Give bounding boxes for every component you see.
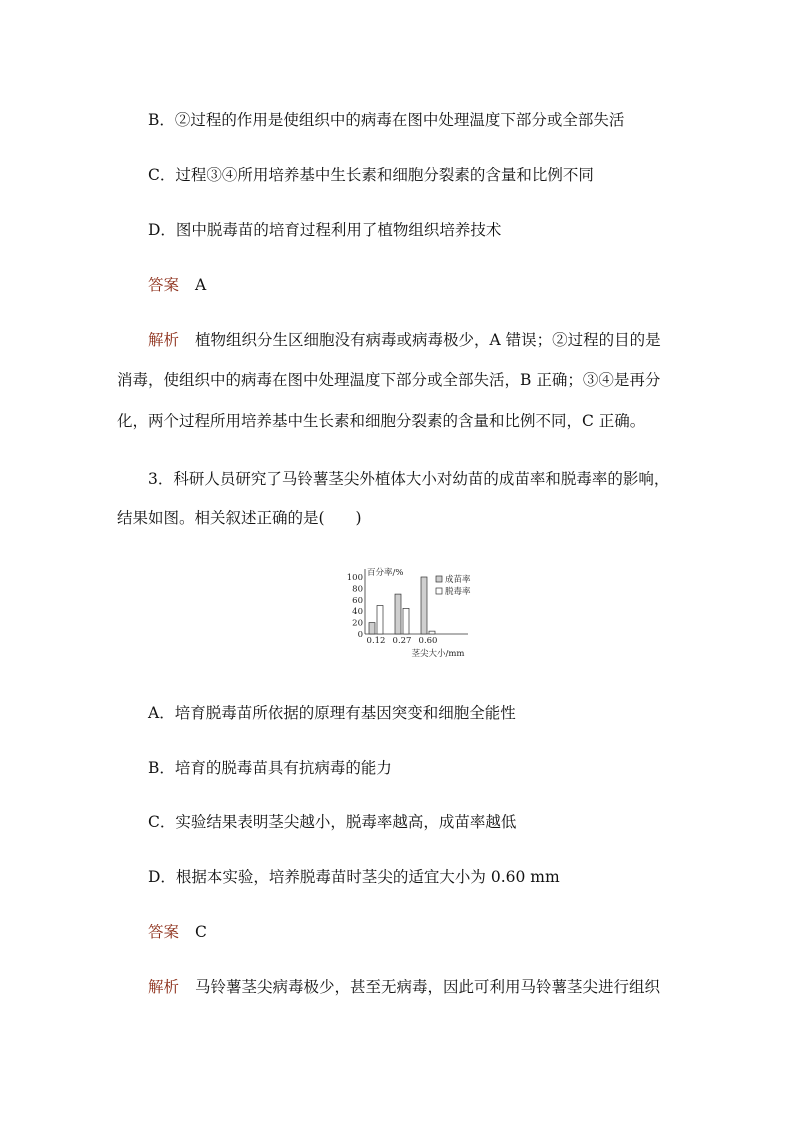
q3-stem-line1: 3．科研人员研究了马铃薯茎尖外植体大小对幼苗的成苗率和脱毒率的影响， bbox=[148, 470, 670, 488]
q3-stem-line2: 结果如图。相关叙述正确的是( ) bbox=[117, 509, 362, 527]
x-tick-label: 0.27 bbox=[392, 636, 412, 646]
legend-label: 脱毒率 bbox=[445, 587, 471, 597]
q2-analysis-line2: 消毒，使组织中的病毒在图中处理温度下部分或全部失活，B 正确；③④是再分 bbox=[117, 371, 661, 389]
q2-answer bbox=[0, 275, 794, 295]
y-tick-label: 20 bbox=[352, 618, 363, 629]
analysis-text: 马铃薯茎尖病毒极少，甚至无病毒，因此可利用马铃薯茎尖进行组织 bbox=[195, 978, 661, 996]
answer-label: 答案 bbox=[148, 276, 180, 294]
y-tick-label: 0 bbox=[357, 630, 363, 640]
analysis-label: 解析 bbox=[148, 978, 180, 996]
y-tick-label: 100 bbox=[346, 573, 363, 583]
y-axis-label: 百分率/% bbox=[367, 568, 404, 578]
bar bbox=[369, 623, 375, 634]
analysis-label: 解析 bbox=[148, 331, 180, 349]
q3-option-a: A．培育脱毒苗所依据的原理有基因突变和细胞全能性 bbox=[148, 704, 516, 722]
bar bbox=[395, 594, 401, 634]
q3-answer bbox=[0, 922, 794, 942]
q2-analysis-line1 bbox=[0, 330, 794, 350]
q3-option-b: B．培育的脱毒苗具有抗病毒的能力 bbox=[148, 759, 392, 777]
bar bbox=[429, 631, 435, 634]
legend-swatch bbox=[436, 588, 442, 594]
answer-value: A bbox=[195, 276, 207, 294]
x-tick-label: 0.12 bbox=[366, 636, 386, 646]
analysis-text: 植物组织分生区细胞没有病毒或病毒极少，A 错误；②过程的目的是 bbox=[195, 331, 661, 349]
legend-label: 成苗率 bbox=[445, 575, 471, 585]
x-tick-label: 0.60 bbox=[418, 636, 438, 646]
y-tick-label: 80 bbox=[352, 584, 363, 595]
bar bbox=[421, 577, 427, 634]
legend-swatch bbox=[436, 576, 442, 582]
q2-analysis-line3: 化，两个过程所用培养基中生长素和细胞分裂素的含量和比例不同，C 正确。 bbox=[117, 412, 646, 430]
y-tick-label: 60 bbox=[352, 595, 363, 606]
answer-label: 答案 bbox=[148, 923, 180, 941]
q2-option-b: B．②过程的作用是使组织中的病毒在图中处理温度下部分或全部失活 bbox=[148, 111, 625, 129]
q3-analysis-line1 bbox=[0, 977, 794, 997]
bar-chart bbox=[340, 560, 490, 665]
answer-value: C bbox=[195, 923, 207, 941]
q2-option-d: D．图中脱毒苗的培育过程利用了植物组织培养技术 bbox=[148, 221, 502, 239]
bar bbox=[377, 606, 383, 635]
q3-option-c: C．实验结果表明茎尖越小，脱毒率越高，成苗率越低 bbox=[148, 813, 517, 831]
q2-option-c: C．过程③④所用培养基中生长素和细胞分裂素的含量和比例不同 bbox=[148, 166, 594, 184]
q3-option-d: D．根据本实验，培养脱毒苗时茎尖的适宜大小为 0.60 mm bbox=[148, 868, 560, 886]
bar bbox=[403, 608, 409, 634]
y-tick-label: 40 bbox=[352, 607, 363, 618]
x-axis-label: 茎尖大小/mm bbox=[411, 649, 465, 659]
